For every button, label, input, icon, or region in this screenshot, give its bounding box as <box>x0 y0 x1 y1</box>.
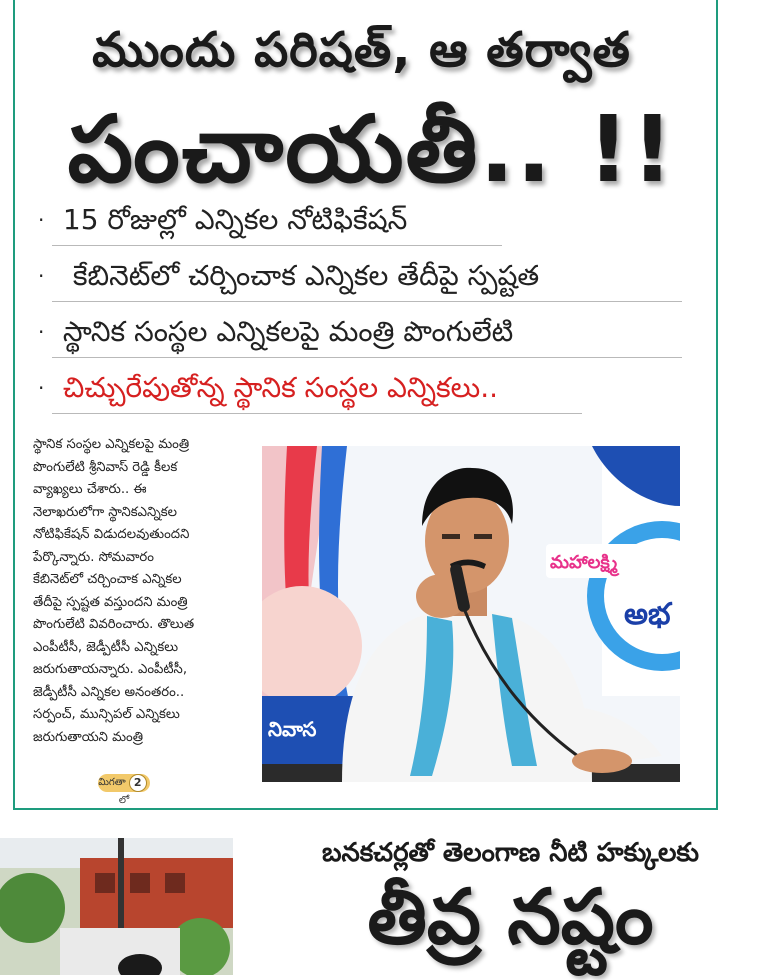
bullet-text: కేబినెట్‌లో చర్చించాక ఎన్నికల తేదీపై స్పష్టత <box>72 259 540 292</box>
building-illustration <box>0 838 233 975</box>
divider <box>52 301 682 302</box>
press-meet-illustration <box>262 446 680 782</box>
page-tag-suffix: లో <box>118 795 130 806</box>
bullet-item <box>38 308 698 364</box>
headline-line-1: ముందు పరిషత్, ఆ తర్వాత <box>92 22 631 78</box>
bullet-dot: · <box>38 376 45 400</box>
page-tag-prefix: మిగతా <box>98 777 126 788</box>
divider <box>52 245 502 246</box>
headline-line-2: పంచాయతీ.. !! <box>67 96 676 203</box>
divider <box>52 413 582 414</box>
bullet-item <box>38 252 698 308</box>
bullet-dot: · <box>38 264 45 288</box>
page-tag-number: 2 <box>129 774 147 792</box>
second-article-photo <box>0 838 233 975</box>
bullet-text: చిచ్చురేపుతోన్న స్థానిక సంస్థల ఎన్నికలు.. <box>62 371 499 404</box>
second-article-subheadline: బనకచర్లతో తెలంగాణ నీటి హక్కులకు <box>321 838 699 868</box>
banner-text-mahalakshmi: మహాలక్ష్మి <box>550 552 618 573</box>
bullet-text: స్థానిక సంస్థల ఎన్నికలపై మంత్రి పొంగులేటి <box>62 315 514 348</box>
body-paragraph: స్థానిక సంస్థల ఎన్నికలపై మంత్రి పొంగులేటి శ్రీనివాస్ రెడ్డి కీలక వ్యాఖ్యలు చేశారు.. ఈ నెలాఖరులోగా స్థానికఎన్నికల నోటిఫికేషన్ విడుదలవుతుందని పేర్కొన్నారు. సోమవారం కేబినెట్‌లో చర్చించాక ఎన్నికల తేదీపై స్పష్టత వస్తుందని మంత్రి పొంగులేటి వివరించారు. తొలుత ఎంపీటీసీ, జెడ్పీటీసీ ఎన్నికలు జరుగుతాయన్నారు. ఎంపీటీసీ, జెడ్పీటీసీ ఎన్నికల అనంతరం.. సర్పంచ్, మున్సిపల్ ఎన్నికలు జరుగుతాయని మంత్రి <box>33 437 195 745</box>
bullet-list <box>38 196 698 420</box>
bullet-item <box>38 196 698 252</box>
banner-text-2: అభ <box>624 597 671 632</box>
second-article-headline: తీవ్ర నష్టం <box>367 872 654 961</box>
banner-text-3: నివాస <box>268 717 317 741</box>
divider <box>52 357 682 358</box>
bullet-dot: · <box>38 208 45 232</box>
bullet-text: 15 రోజుల్లో ఎన్నికల నోటిఫికేషన్ <box>62 203 408 236</box>
article-body <box>33 434 265 749</box>
bullet-item <box>38 364 698 420</box>
minister-photo <box>262 446 680 782</box>
continued-page-tag <box>98 774 150 806</box>
bullet-dot: · <box>38 320 45 344</box>
